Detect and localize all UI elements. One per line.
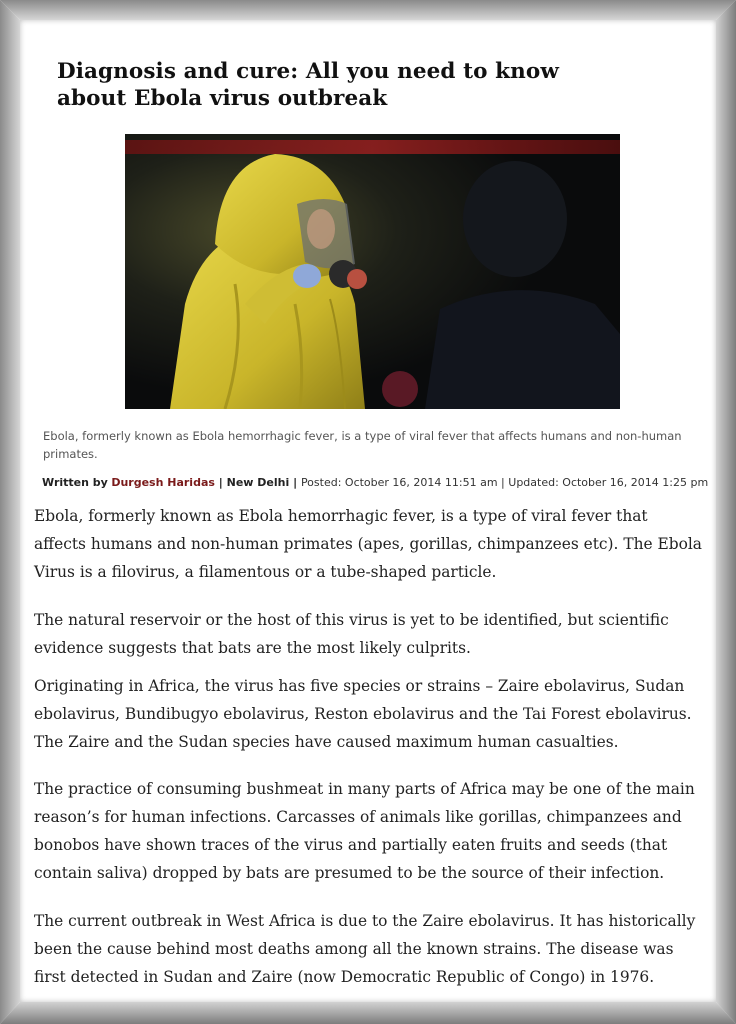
article-photo: [125, 134, 620, 409]
hazmat-worker-photo: [125, 134, 620, 409]
byline-separator: |: [289, 476, 301, 489]
author-link[interactable]: Durgesh Haridas: [111, 476, 215, 489]
byline-location: New Delhi: [226, 476, 290, 489]
byline-label: Written by: [42, 476, 108, 489]
frame-bevel-bottom: [0, 1002, 736, 1024]
byline-separator: |: [497, 476, 509, 489]
headline-line-2: about Ebola virus outbreak: [57, 86, 388, 111]
article-paragraph: Originating in Africa, the virus has five species or strains – Zaire ebolavirus, Sudan ebolavirus, Bundibugyo ebolavirus, Reston ebolavirus and the Tai Forest ebolavirus. The Zaire and the Sudan species have caused maximum human casualties.: [34, 677, 692, 751]
headline-line-1: Diagnosis and cure: All you need to know: [57, 59, 559, 84]
article-paragraph: The current outbreak in West Africa is due to the Zaire ebolavirus. It has historically been the cause behind most deaths among all the known strains. The disease was first detected in Sudan and Zaire (now Democratic Republic of Congo) in 1976.: [34, 912, 696, 986]
article-headline: [57, 58, 617, 112]
frame-bevel-right: [716, 0, 736, 1024]
article-byline: [42, 476, 709, 490]
byline-separator: |: [214, 476, 227, 489]
article-paragraph: The natural reservoir or the host of this virus is yet to be identified, but scientific evidence suggests that bats are the most likely culprits.: [34, 611, 669, 657]
updated-timestamp: Updated: October 16, 2014 1:25 pm: [508, 476, 709, 489]
posted-timestamp: Posted: October 16, 2014 11:51 am: [300, 476, 498, 489]
frame-bevel-top: [0, 0, 736, 20]
photo-caption: Ebola, formerly known as Ebola hemorrhagic fever, is a type of viral fever that affects humans and non-human primates.: [43, 429, 682, 461]
frame-bevel-left: [0, 0, 20, 1024]
article-paragraph: The practice of consuming bushmeat in many parts of Africa may be one of the main reason’s for human infections. Carcasses of animals like gorillas, chimpanzees and bonobos have shown traces of the virus and partially eaten fruits and seeds (that contain saliva) dropped by bats are presumed to be the source of their infection.: [34, 780, 695, 882]
article-paragraph: Ebola, formerly known as Ebola hemorrhagic fever, is a type of viral fever that affects humans and non-human primates (apes, gorillas, chimpanzees etc). The Ebola Virus is a filovirus, a filamentous or a tube-shaped particle.: [34, 507, 702, 581]
